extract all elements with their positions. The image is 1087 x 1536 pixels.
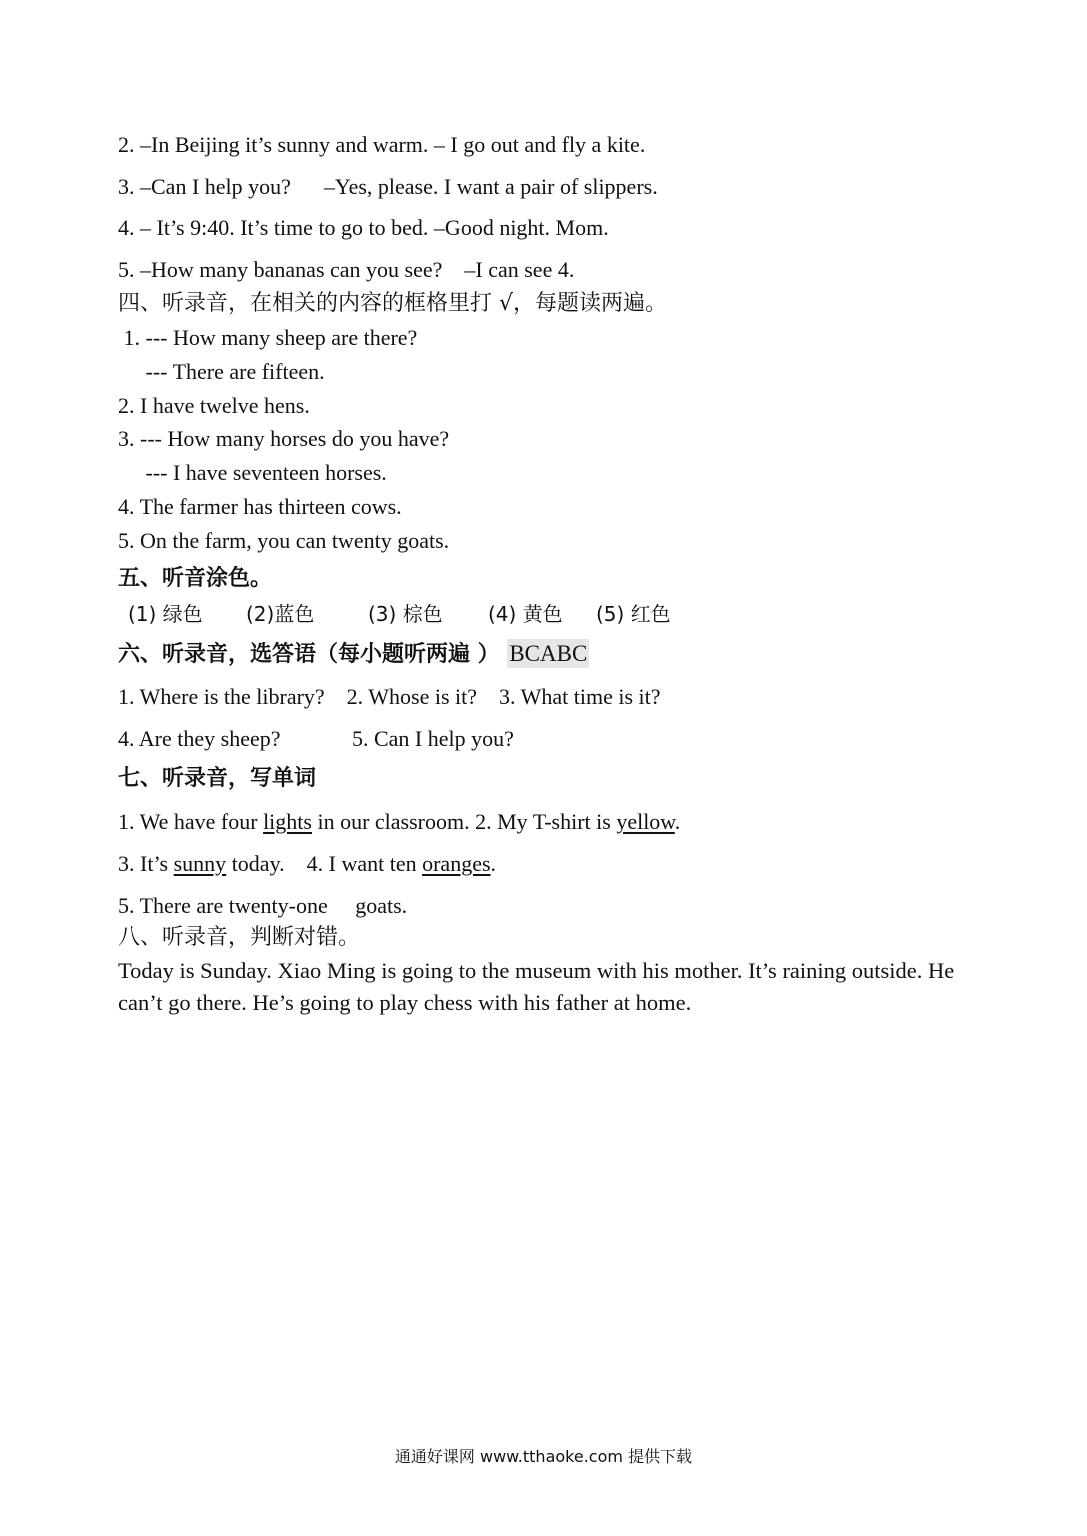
section8-paragraph: Today is Sunday. Xiao Ming is going to the museum with his mother. It’s raining outside. He can’t go there. He’s going to play chess with his father at home. bbox=[118, 958, 955, 1015]
color-item-4: (4) 黄色 bbox=[488, 602, 563, 626]
answer-word-lights: lights bbox=[263, 809, 312, 834]
section7-line-3: 5. There are twenty-one goats. bbox=[118, 893, 408, 918]
answer-word-yellow: yellow bbox=[616, 809, 675, 834]
section6-line-2: 4. Are they sheep? 5. Can I help you? bbox=[118, 726, 514, 751]
text-run: in our classroom. 2. My T-shirt is bbox=[311, 809, 617, 834]
section3-line-4: 4. – It’s 9:40. It’s time to go to bed. –Good night. Mom. bbox=[118, 215, 609, 240]
section4-line-6: 4. The farmer has thirteen cows. bbox=[118, 494, 402, 519]
color-item-5: (5) 红色 bbox=[596, 602, 671, 626]
text-run: 3. It’s bbox=[118, 851, 174, 876]
color-item-3: (3) 棕色 bbox=[368, 602, 443, 626]
section4-line-3: 2. I have twelve hens. bbox=[118, 393, 310, 418]
color-item-1: (1) 绿色 bbox=[128, 602, 203, 626]
color-list bbox=[128, 600, 671, 628]
section4-heading: 四、听录音，在相关的内容的框格里打 √，每题读两遍。 bbox=[118, 291, 668, 316]
text-run: . bbox=[490, 851, 497, 876]
section8-heading: 八、听录音，判断对错。 bbox=[118, 925, 361, 950]
text-run: 1. We have four bbox=[118, 809, 264, 834]
color-item-2: (2)蓝色 bbox=[246, 602, 315, 626]
text-run: today. 4. I want ten bbox=[226, 851, 423, 876]
section6-heading-row bbox=[118, 639, 589, 670]
section3-line-2: 2. –In Beijing it’s sunny and warm. – I go out and fly a kite. bbox=[118, 132, 646, 157]
section4-line-1: 1. --- How many sheep are there? bbox=[118, 325, 418, 350]
section7-heading: 七、听录音，写单词 bbox=[118, 766, 317, 791]
section5-heading: 五、听音涂色。 bbox=[118, 566, 273, 591]
section7-line-2 bbox=[118, 850, 496, 878]
answer-key-highlight: BCABC bbox=[509, 641, 588, 666]
section4-line-7: 5. On the farm, you can twenty goats. bbox=[118, 528, 450, 553]
footer-watermark: 通通好课网 www.tthaoke.com 提供下载 bbox=[394, 1447, 693, 1466]
answer-word-oranges: oranges bbox=[422, 851, 491, 876]
section6-heading: 六、听录音，选答语（每小题听两遍 ） bbox=[118, 642, 500, 667]
section4-line-4: 3. --- How many horses do you have? bbox=[118, 426, 450, 451]
section3-line-5: 5. –How many bananas can you see? –I can see 4. bbox=[118, 257, 575, 282]
section3-line-3: 3. –Can I help you? –Yes, please. I want a pair of slippers. bbox=[118, 174, 658, 199]
section7-line-1 bbox=[118, 808, 680, 836]
section4-line-2: --- There are fifteen. bbox=[118, 359, 325, 384]
answer-word-sunny: sunny bbox=[173, 851, 227, 876]
text-run: . bbox=[674, 809, 681, 834]
section6-line-1: 1. Where is the library? 2. Whose is it? 3. What time is it? bbox=[118, 684, 661, 709]
section4-line-5: --- I have seventeen horses. bbox=[118, 460, 387, 485]
